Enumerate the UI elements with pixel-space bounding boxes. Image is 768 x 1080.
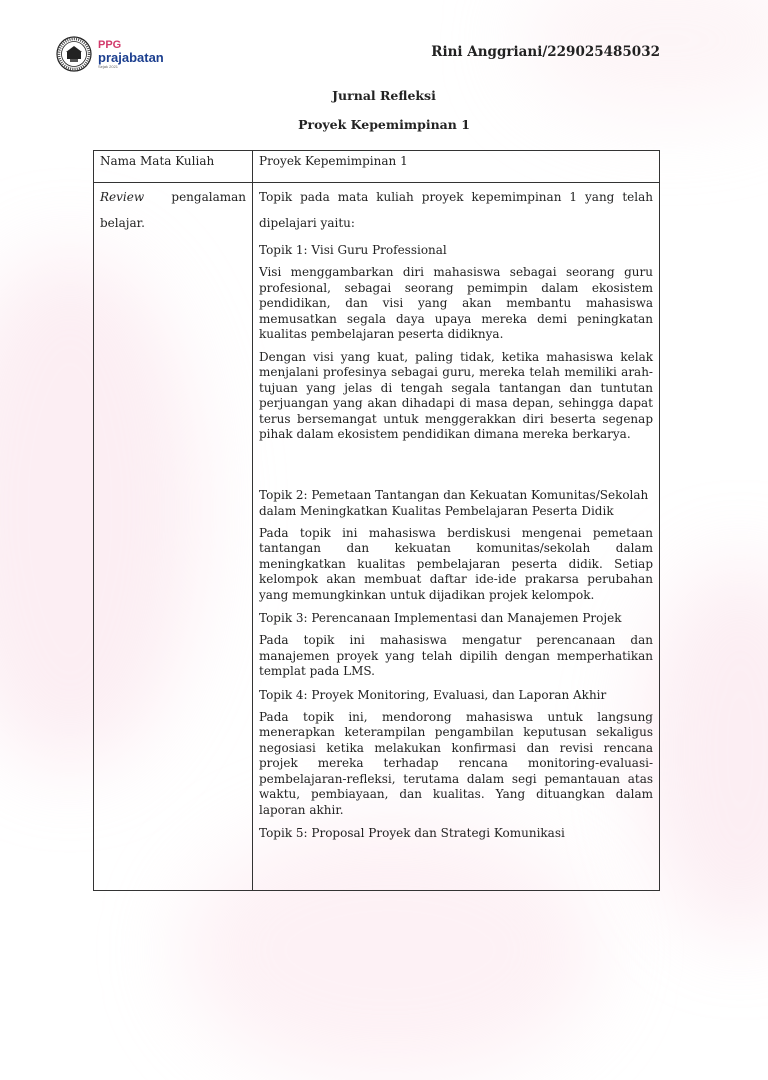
table-row bbox=[94, 183, 660, 891]
logo-tagline: Sejak 2021 bbox=[98, 63, 119, 69]
topic-2-paragraph: Pada topik ini mahasiswa berdiskusi mengenai pemetaan tantangan dan kekuatan komunitas/sekolah dalam meningkatkan kualitas pembelajaran peserta didik. Setiap kelompok akan membuat daftar ide-ide prakarsa perubahan yang memungkinkan untuk dijadikan projek kelompok. bbox=[259, 525, 653, 602]
logo-name-text: prajabatan bbox=[98, 49, 164, 65]
review-label-italic: Review bbox=[100, 190, 145, 204]
review-label bbox=[100, 184, 246, 236]
table-cell-label bbox=[94, 151, 253, 183]
course-name-value: Proyek Kepemimpinan 1 bbox=[259, 154, 408, 168]
spacer bbox=[259, 450, 653, 481]
topic-4-paragraph: Pada topik ini, mendorong mahasiswa untuk langsung menerapkan keterampilan pengambilan keputusan sekaligus negosiasi ketika melakukan konfirmasi dan revisi rencana projek mereka terhadap rencana monitoring-evaluasi-pembelajaran-refleksi, terutama dalam segi pemantauan atas waktu, pembiayaan, dan kualitas. Yang dituangkan dalam laporan akhir. bbox=[259, 709, 653, 817]
topic-5-title: Topik 5: Proposal Proyek dan Strategi Komunikasi bbox=[259, 826, 565, 840]
topic-1-paragraph-1: Visi menggambarkan diri mahasiswa sebagai seorang guru profesional, sebagai seorang pemimpin dalam ekosistem pendidikan, dan visi yang akan membantu mahasiswa memusatkan segala daya upaya mereka demi peningkatan kualitas pembelajaran peserta didiknya. bbox=[259, 265, 653, 341]
university-seal-icon bbox=[56, 36, 92, 72]
document-title: Jurnal Refleksi bbox=[332, 88, 436, 103]
topic-3-paragraph: Pada topik ini mahasiswa mengatur perencanaan dan manajemen proyek yang telah dipilih dengan memperhatikan templat pada LMS. bbox=[259, 633, 653, 678]
topic-1-paragraph-2: Dengan visi yang kuat, paling tidak, ketika mahasiswa kelak menjalani profesinya sebagai guru, mereka telah memiliki arah-tujuan yang jelas di tengah segala tantangan dan tuntutan perjuangan yang akan dihadapi di masa depan, sehingga dapat terus bersemangat untuk menggerakkan diri beserta segenap pihak dalam ekosistem pendidikan dimana mereka berkarya. bbox=[259, 349, 653, 441]
course-name-label: Nama Mata Kuliah bbox=[100, 154, 215, 168]
ppg-prajabatan-logo bbox=[56, 36, 164, 72]
table-row bbox=[94, 151, 660, 183]
author-header: Rini Anggriani/229025485032 bbox=[431, 44, 660, 60]
table-cell-label bbox=[94, 183, 253, 891]
logo-ppg-text: PPG bbox=[98, 38, 122, 51]
table-cell-value bbox=[253, 151, 660, 183]
topic-3-title: Topik 3: Perencanaan Implementasi dan Manajemen Projek bbox=[259, 611, 622, 625]
topic-2-title: Topik 2: Pemetaan Tantangan dan Kekuatan Komunitas/Sekolah dalam Meningkatkan Kualitas Pembelajaran Peserta Didik bbox=[259, 487, 649, 518]
journal-table bbox=[93, 150, 660, 891]
topic-1-title: Topik 1: Visi Guru Professional bbox=[259, 243, 447, 257]
document-subtitle: Proyek Kepemimpinan 1 bbox=[298, 117, 470, 132]
topic-4-title: Topik 4: Proyek Monitoring, Evaluasi, dan Laporan Akhir bbox=[259, 687, 607, 702]
review-label-rest: pengalaman belajar. bbox=[100, 190, 246, 230]
review-intro: Topik pada mata kuliah proyek kepemimpinan 1 yang telah dipelajari yaitu: bbox=[259, 190, 653, 230]
table-cell-value bbox=[253, 183, 660, 891]
